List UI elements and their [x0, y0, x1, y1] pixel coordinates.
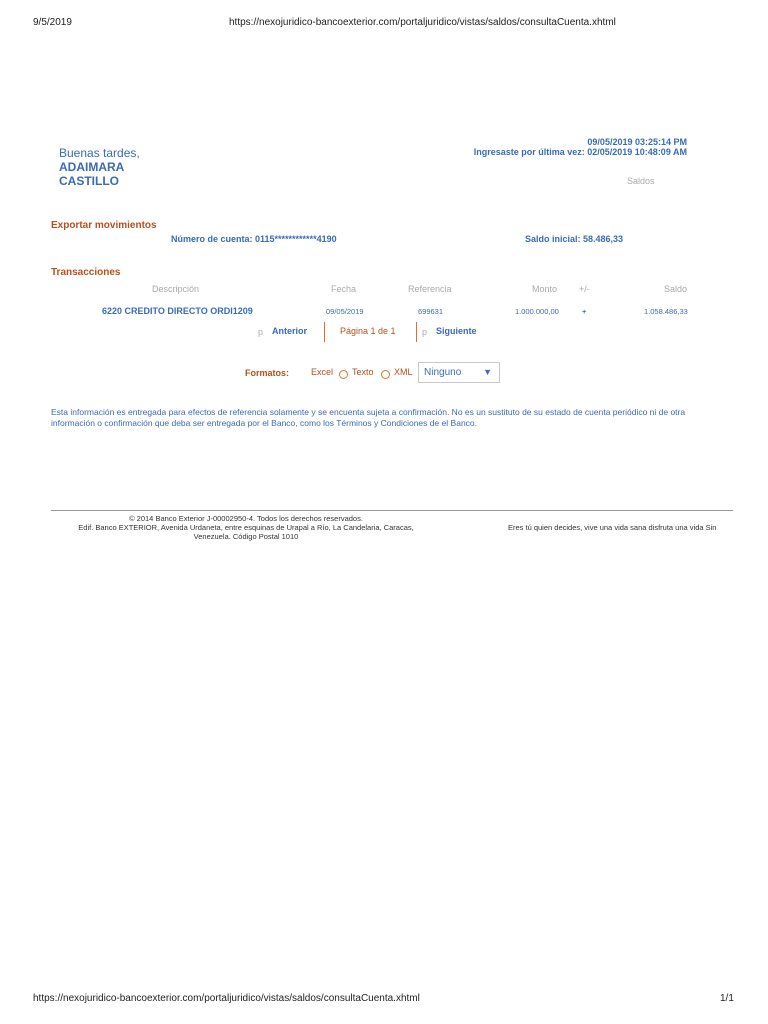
row-description: 6220 CREDITO DIRECTO ORDI1209	[102, 306, 253, 316]
user-last-name: CASTILLO	[59, 174, 119, 188]
format-excel-label: Excel	[311, 367, 334, 377]
current-datetime: 09/05/2019 03:25:14 PM	[587, 137, 687, 147]
page-indicator: Página 1 de 1	[340, 326, 396, 336]
col-header-reference: Referencia	[408, 284, 452, 294]
col-header-description: Descripción	[152, 284, 200, 294]
footer-divider	[51, 510, 733, 511]
export-title[interactable]: Exportar movimientos	[51, 220, 157, 231]
row-amount: 1.000.000,00	[515, 307, 559, 316]
disclaimer-text: Esta información es entregada para efectos de referencia solamente y se encuenta sujeta a confirmación. No es un sustituto de su estado de cuenta periódico ni de otra información o confirmación que deba ser entregada por el Banco, como los Términos y Condiciones de el Banco.	[51, 407, 686, 428]
next-button[interactable]: Siguiente	[436, 326, 477, 336]
print-date: 9/5/2019	[33, 17, 72, 28]
pager-divider-right	[416, 322, 417, 342]
pager-divider-left	[324, 322, 325, 342]
last-login: Ingresaste por última vez: 02/05/2019 10:48:09 AM	[473, 147, 687, 157]
prev-icon: p	[258, 327, 264, 337]
footer-address-line1: Edif. Banco EXTERIOR, Avenida Urdaneta, entre esquinas de Urapal a Río, La Candelaria, Caracas,	[78, 523, 414, 532]
format-text-radio[interactable]	[381, 370, 390, 379]
transactions-title: Transacciones	[51, 267, 121, 278]
formats-label: Formatos:	[245, 368, 290, 378]
footer-slogan: Eres tú quien decides, vive una vida sana disfruta una vida Sin	[508, 523, 717, 532]
row-sign: +	[582, 307, 587, 316]
chevron-down-icon: ▼	[483, 367, 492, 377]
print-url: https://nexojuridico-bancoexterior.com/portaljuridico/vistas/saldos/consultaCuenta.xhtml	[229, 17, 616, 28]
row-balance: 1.058.486,33	[644, 307, 688, 316]
col-header-balance: Saldo	[664, 284, 688, 294]
prev-button[interactable]: Anterior	[272, 326, 308, 336]
format-excel-radio[interactable]	[339, 370, 348, 379]
row-reference: 699631	[418, 307, 444, 316]
next-icon: p	[422, 327, 428, 337]
greeting-salutation: Buenas tardes,	[59, 146, 140, 160]
format-xml-label: XML	[394, 367, 413, 377]
print-footer-url: https://nexojuridico-bancoexterior.com/portaljuridico/vistas/saldos/consultaCuenta.xhtml	[33, 993, 420, 1004]
section-label-saldos: Saldos	[627, 176, 655, 186]
print-page-number: 1/1	[720, 993, 734, 1004]
col-header-sign: +/-	[579, 284, 590, 294]
row-date: 09/05/2019	[326, 307, 364, 316]
account-number: Número de cuenta: 0115************4190	[171, 234, 337, 244]
format-text-label: Texto	[352, 367, 374, 377]
format-select[interactable]	[418, 362, 500, 383]
col-header-date: Fecha	[331, 284, 357, 294]
initial-balance: Saldo inicial: 58.486,33	[525, 234, 624, 244]
col-header-amount: Monto	[532, 284, 558, 294]
footer-address-line2: Venezuela. Código Postal 1010	[193, 532, 299, 541]
footer-copyright: © 2014 Banco Exterior J-00002950-4. Todos los derechos reservados.	[129, 514, 363, 523]
user-first-name: ADAIMARA	[59, 160, 125, 174]
format-select-value: Ninguno	[424, 367, 462, 378]
